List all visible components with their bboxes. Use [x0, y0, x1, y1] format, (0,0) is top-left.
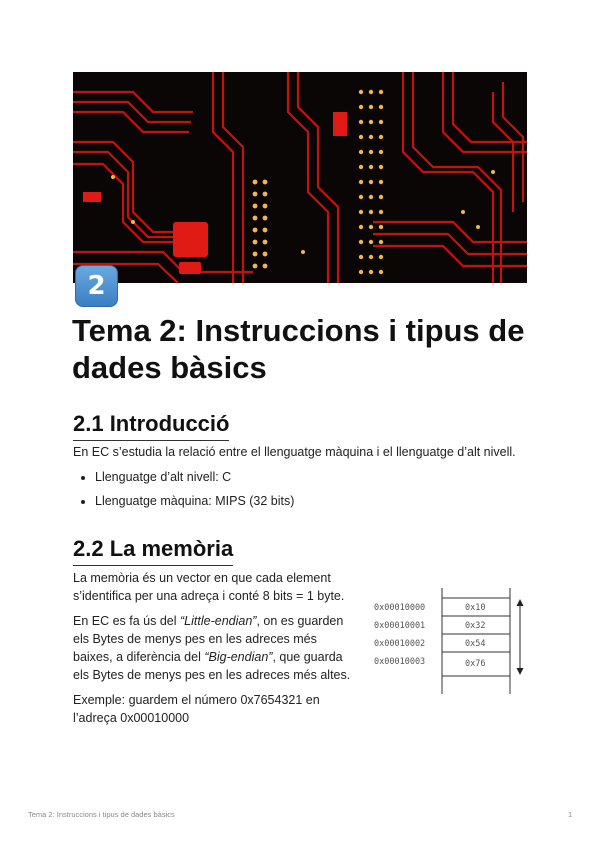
list-item: • Llenguatge màquina: MIPS (32 bits) [95, 492, 515, 510]
memory-paragraph-3: Exemple: guardem el número 0x7654321 en l’adreça 0x00010000 [73, 693, 320, 725]
page-title: Tema 2: Instruccions i tipus de dades bàsics [72, 313, 525, 385]
list-item: • Llenguatge d’alt nivell: C [95, 468, 515, 486]
number-badge-icon: 2 [75, 265, 118, 307]
footer-title: Tema 2: Instruccions i tipus de dades bàsics [28, 810, 175, 819]
memory-value: 0x54 [465, 639, 486, 649]
memory-address: 0x00010002 [374, 639, 426, 649]
big-endian-term: “Big-endian” [204, 650, 273, 664]
cover-image [73, 72, 527, 283]
memory-address: 0x00010000 [374, 603, 426, 613]
memory-paragraph-1: La memòria és un vector en que cada element s’identifica per una adreça i conté 8 bits = 1 byte. [73, 571, 345, 603]
memory-address: 0x00010001 [374, 621, 426, 631]
text-span: En EC es fa ús del [73, 614, 181, 628]
memory-address: 0x00010003 [374, 657, 426, 667]
section-heading-memoria: 2.2 La memòria [73, 535, 233, 566]
memory-paragraph-2 [73, 612, 351, 684]
memory-value: 0x10 [465, 603, 486, 613]
page-number: 1 [568, 810, 573, 819]
section-heading-introduccio: 2.1 Introducció [73, 410, 229, 441]
little-endian-term: “Little-endian” [180, 614, 257, 628]
memory-value: 0x32 [465, 621, 486, 631]
text-span: , que guarda els Bytes de menys pes en les adreces més altes. [73, 650, 351, 682]
memory-diagram [372, 588, 532, 694]
text-span: , on es guarden els Bytes de menys pes en les adreces més baixes, a diferència del [73, 614, 344, 664]
circuit-board-image [73, 72, 527, 283]
intro-paragraph: En EC s’estudia la relació entre el llenguatge màquina i el llenguatge d’alt nivell. [73, 445, 516, 459]
memory-text-column [73, 569, 351, 734]
direction-arrow-icon [517, 599, 524, 675]
intro-bullet-list [73, 468, 515, 516]
memory-value: 0x76 [465, 659, 486, 669]
